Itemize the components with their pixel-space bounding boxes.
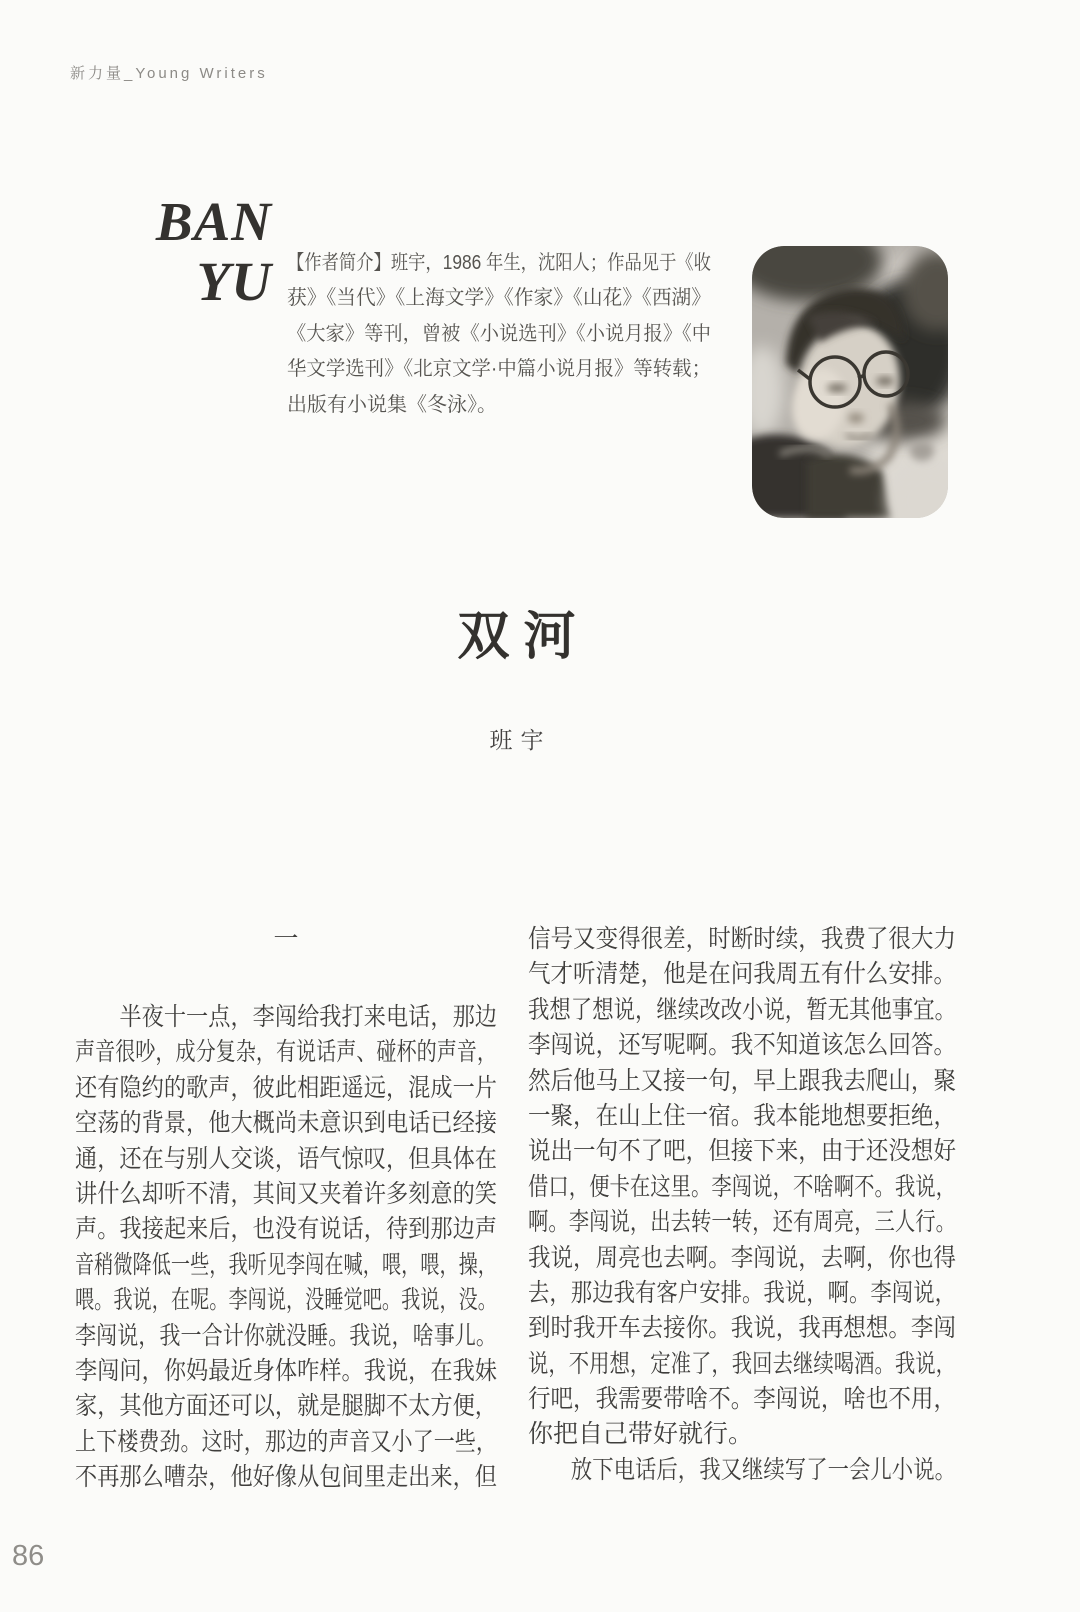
body-text-line: 你把自己带好就行。 (528, 1421, 754, 1449)
author-name-latin (110, 192, 272, 312)
body-text-line: 说出一句不了吧，但接下来，由于还没想好 (528, 1138, 956, 1166)
body-text-line: 音稍微降低一些，我听见李闯在喊，喂，喂，操， (75, 1251, 497, 1279)
author-name-latin-line1: BAN (155, 191, 272, 252)
author-portrait-photo-icon (752, 246, 948, 518)
body-text-line: 然后他马上又接一句，早上跟我去爬山，聚 (528, 1067, 956, 1095)
story-title: 双河 (457, 609, 590, 666)
body-text-line: 不再那么嘈杂，他好像从包间里走出来，但 (75, 1464, 497, 1492)
author-bio (287, 246, 711, 423)
body-text-line: 声。我接起来后，也没有说话，待到那边声 (75, 1216, 497, 1244)
body-text-line: 李闯说，还写呢啊。我不知道该怎么回答。 (528, 1032, 956, 1060)
portrait-illustration (752, 246, 948, 518)
section-number-mark: 一 (273, 926, 299, 953)
bio-line: 华文学选刊》《北京文学·中篇小说月报》等转载； (287, 358, 711, 381)
section-header-label: 新力量_Young Writers (70, 65, 268, 82)
body-text-line: 空荡的背景，他大概尚未意识到电话已经接 (75, 1110, 497, 1138)
body-text-line: 还有隐约的歌声，彼此相距遥远，混成一片 (75, 1074, 497, 1102)
body-text-line: 通，还在与别人交谈，语气惊叹，但具体在 (75, 1145, 497, 1173)
body-text-line: 说，不用想，定准了，我回去继续喝酒。我说， (528, 1350, 956, 1378)
body-text-line: 我想了想说，继续改改小说，暂无其他事宜。 (528, 996, 956, 1024)
body-text-line: 借口，便卡在这里。李闯说，不啥啊不。我说， (528, 1173, 956, 1201)
text-column-right (528, 922, 956, 1488)
body-text-line: 啊。李闯说，出去转一转，还有周亮，三人行。 (528, 1209, 956, 1237)
bio-line: 【作者简介】班宇，1986 年生，沈阳人；作品见于《收 (287, 252, 711, 274)
body-text-line: 一聚，在山上住一宿。我本能地想要拒绝， (528, 1102, 956, 1130)
body-text-line: 气才听清楚，他是在问我周五有什么安排。 (528, 961, 956, 989)
body-text-line: 行吧，我需要带啥不。李闯说，啥也不用， (528, 1386, 956, 1414)
body-text-line: 信号又变得很差，时断时续，我费了很大力 (528, 926, 956, 953)
body-text-line: 声音很吵，成分复杂，有说话声、碰杯的声音， (75, 1039, 497, 1067)
bio-line: 出版有小说集《冬泳》。 (287, 393, 497, 416)
body-text-line: 放下电话后，我又继续写了一会儿小说。 (528, 1456, 956, 1484)
text-column-left (75, 1000, 497, 1495)
body-text-line: 讲什么却听不清，其间又夹着许多刻意的笑 (75, 1180, 497, 1208)
body-text-line: 上下楼费劲。这时，那边的声音又小了一些， (75, 1428, 497, 1456)
page-number: 86 (12, 1540, 45, 1572)
body-text-line: 我说，周亮也去啊。李闯说，去啊，你也得 (528, 1244, 956, 1272)
author-name-latin-line2: YU (196, 251, 272, 312)
bio-line: 获》《当代》《上海文学》《作家》《山花》《西湖》 (287, 287, 711, 310)
body-text-line: 半夜十一点，李闯给我打来电话，那边 (75, 1004, 497, 1031)
body-text-line: 李闯说，我一合计你就没睡。我说，啥事儿。 (75, 1322, 497, 1350)
body-text-line: 到时我开车去接你。我说，我再想想。李闯 (528, 1315, 956, 1343)
story-author: 班宇 (489, 728, 552, 753)
body-text-line: 李闯问，你妈最近身体咋样。我说，在我妹 (75, 1357, 497, 1385)
body-text-line: 家，其他方面还可以，就是腿脚不太方便， (75, 1393, 497, 1421)
bio-line: 《大家》等刊，曾被《小说选刊》《小说月报》《中 (287, 322, 711, 345)
body-text-line: 去，那边我有客户安排。我说，啊。李闯说， (528, 1279, 956, 1307)
body-text-line: 喂。我说，在呢。李闯说，没睡觉吧。我说，没。 (75, 1287, 497, 1315)
